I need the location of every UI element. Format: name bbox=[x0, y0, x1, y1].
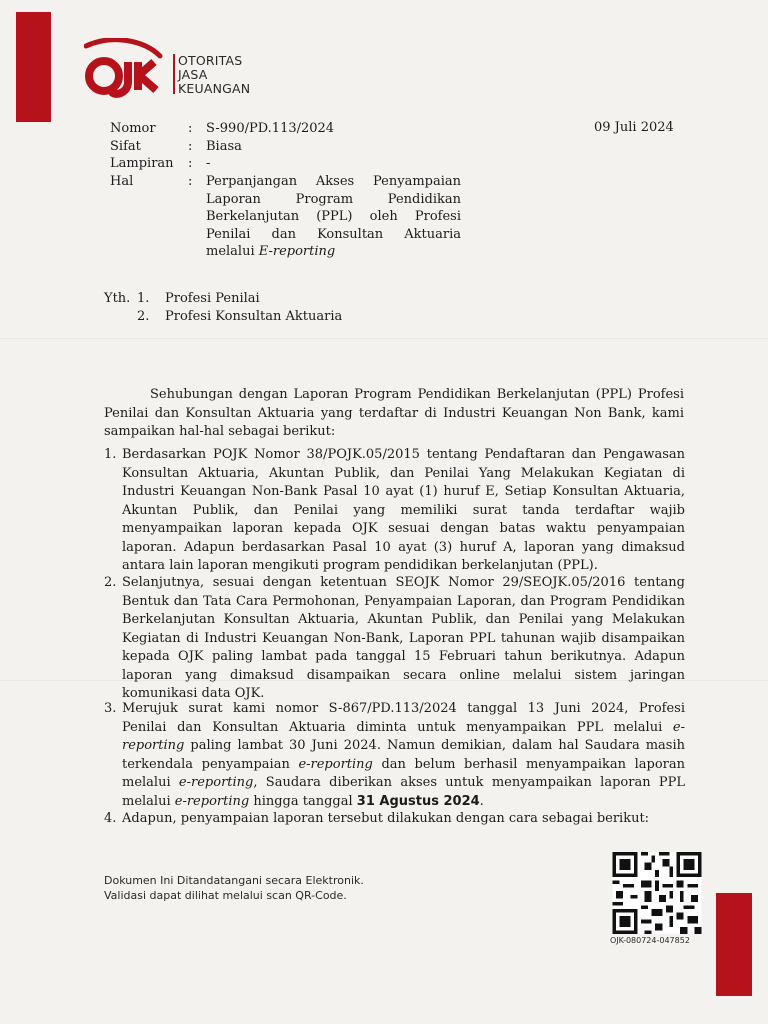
subject-line: Laporan Program Pendidikan bbox=[206, 191, 461, 207]
list-item-body bbox=[122, 700, 685, 811]
italic-text: e-reporting bbox=[298, 756, 373, 772]
subject-line: Penilai dan Konsultan Aktuaria bbox=[206, 226, 461, 242]
list-item-number: 4. bbox=[104, 811, 117, 826]
recipient-name: Profesi Penilai bbox=[165, 291, 260, 306]
recipient-salutation: Yth. bbox=[104, 291, 131, 306]
text-run: melalui bbox=[122, 775, 179, 790]
list-item-number: 2. bbox=[104, 575, 117, 590]
paragraph-line bbox=[122, 756, 685, 775]
subject-line: Perpanjangan Akses Penyampaian bbox=[206, 174, 461, 189]
paragraph-line: Industri Keuangan Non-Bank Pasal 10 ayat (1) huruf E, Setiap Konsultan Aktuaria, bbox=[122, 484, 685, 499]
paragraph-line: Berdasarkan POJK Nomor 38/POJK.05/2015 tentang Pendaftaran dan Pengawasan bbox=[122, 447, 685, 462]
paragraph-line: sampaikan hal-hal sebagai berikut: bbox=[104, 424, 336, 439]
logo-divider bbox=[173, 54, 175, 94]
italic-text: reporting bbox=[122, 738, 185, 753]
italic-text: e-reporting bbox=[174, 793, 250, 809]
meta-label: Sifat bbox=[110, 138, 141, 154]
paper-fold-line bbox=[0, 338, 768, 339]
paragraph-line: Merujuk surat kami nomor S-867/PD.113/2024 tanggal 13 Juni 2024, Profesi bbox=[122, 701, 685, 716]
red-accent-bar-top bbox=[16, 12, 51, 122]
paragraph-line: Konsultan Aktuaria, Akuntan Publik, dan Penilai Yang Melakukan Kegiatan di bbox=[122, 465, 685, 481]
letter-date: 09 Juli 2024 bbox=[594, 120, 674, 135]
e-signature-note bbox=[104, 873, 364, 903]
logo-line: KEUANGAN bbox=[178, 81, 251, 96]
paragraph-line: laporan yang dimaksud disampaikan secara online melalui sistem jaringan bbox=[122, 667, 685, 683]
meta-label: Hal bbox=[110, 173, 134, 189]
list-item-number: 1. bbox=[104, 447, 117, 462]
list-item-body bbox=[122, 810, 685, 829]
paragraph-line: Selanjutnya, sesuai dengan ketentuan SEOJK Nomor 29/SEOJK.05/2016 tentang bbox=[122, 575, 685, 590]
logo-wordmark bbox=[178, 54, 250, 96]
italic-text: e-reporting bbox=[178, 775, 254, 790]
paragraph-line bbox=[122, 774, 685, 793]
meta-colon: : bbox=[188, 121, 193, 136]
paragraph-line: Penilai dan Konsultan Aktuaria yang terdaftar di Industri Keuangan Non Bank, kami bbox=[104, 405, 684, 421]
meta-value: Biasa bbox=[206, 138, 242, 154]
paragraph-line: Kegiatan di Industri Keuangan Non-Bank, Laporan PPL tahunan wajib disampaikan bbox=[122, 630, 685, 646]
subject-text-part: melalui bbox=[206, 244, 259, 259]
logo-line: OTORITAS bbox=[178, 53, 243, 68]
recipient-number: 1. bbox=[137, 291, 150, 306]
paragraph-line: Adapun, penyampaian laporan tersebut dilakukan dengan cara sebagai berikut: bbox=[122, 811, 650, 826]
recipient-name: Profesi Konsultan Aktuaria bbox=[165, 308, 343, 324]
paragraph-line: Sehubungan dengan Laporan Program Pendidikan Berkelanjutan (PPL) Profesi bbox=[150, 387, 684, 402]
recipient-number: 2. bbox=[137, 308, 150, 324]
list-item-number: 3. bbox=[104, 701, 117, 716]
paragraph-line: menyampaikan laporan kepada OJK sesuai dengan batas waktu penyampaian bbox=[122, 521, 685, 536]
meta-label: Nomor bbox=[110, 121, 156, 136]
paragraph-line bbox=[122, 793, 685, 812]
meta-value: S-990/PD.113/2024 bbox=[206, 121, 335, 136]
paragraph-line: Berkelanjutan Konsultan Aktuaria, Akuntan Publik, dan Penilai yang Melakukan bbox=[122, 612, 685, 627]
logo-line: JASA bbox=[178, 67, 208, 82]
text-run: hingga tanggal bbox=[249, 793, 357, 809]
paragraph-line: kepada OJK paling lambat pada tanggal 15 Februari tahun berikutnya. Adapun bbox=[122, 649, 685, 664]
meta-value: - bbox=[206, 156, 211, 171]
note-line: Dokumen Ini Ditandatangani secara Elektronik. bbox=[104, 874, 364, 887]
text-run: . bbox=[479, 793, 484, 809]
paragraph-line: komunikasi data OJK. bbox=[122, 686, 265, 701]
red-accent-bar-bottom bbox=[716, 893, 752, 996]
list-item-body bbox=[122, 446, 685, 576]
list-item-body bbox=[122, 574, 685, 704]
note-line: Validasi dapat dilihat melalui scan QR-Code. bbox=[104, 889, 347, 902]
subject-line: Berkelanjutan (PPL) oleh Profesi bbox=[206, 209, 461, 224]
text-run: paling lambat 30 Juni 2024. Namun demikian, dalam hal Saudara masih bbox=[184, 738, 685, 753]
intro-paragraph bbox=[104, 386, 684, 442]
paragraph-line: Bentuk dan Tata Cara Permohonan, Penyampaian Laporan, dan Program Pendidikan bbox=[122, 593, 685, 609]
meta-label: Lampiran bbox=[110, 156, 174, 171]
meta-colon: : bbox=[188, 173, 193, 189]
subject-italic-text: E-reporting bbox=[258, 244, 336, 259]
qr-code-caption: OJK-080724-047852 bbox=[610, 936, 690, 945]
paragraph-line bbox=[122, 737, 685, 756]
subject-line bbox=[206, 243, 461, 261]
meta-colon: : bbox=[188, 156, 193, 171]
paragraph-line: antara lain laporan mengikuti program pendidikan berkelanjutan (PPL). bbox=[122, 558, 598, 573]
qr-code[interactable] bbox=[612, 852, 702, 934]
italic-text: e- bbox=[672, 719, 685, 735]
subject-text bbox=[206, 173, 461, 261]
paragraph-line: Akuntan Publik, dan Penilai yang memiliki surat tanda terdaftar wajib bbox=[122, 502, 685, 518]
deadline-date: 31 Agustus 2024 bbox=[356, 793, 480, 809]
text-run: Penilai dan Konsultan Aktuaria diminta untuk menyampaikan PPL melalui bbox=[122, 719, 673, 735]
text-run: melalui bbox=[122, 793, 175, 809]
text-run: dan belum berhasil menyampaikan laporan bbox=[372, 756, 685, 772]
text-run: terkendala penyampaian bbox=[122, 756, 299, 772]
text-run: , Saudara diberikan akses untuk menyampaikan laporan PPL bbox=[253, 775, 685, 790]
paragraph-line: laporan. Adapun berdasarkan Pasal 10 ayat (3) huruf A, laporan yang dimaksud bbox=[122, 539, 685, 555]
meta-colon: : bbox=[188, 138, 193, 154]
paragraph-line bbox=[122, 719, 685, 738]
